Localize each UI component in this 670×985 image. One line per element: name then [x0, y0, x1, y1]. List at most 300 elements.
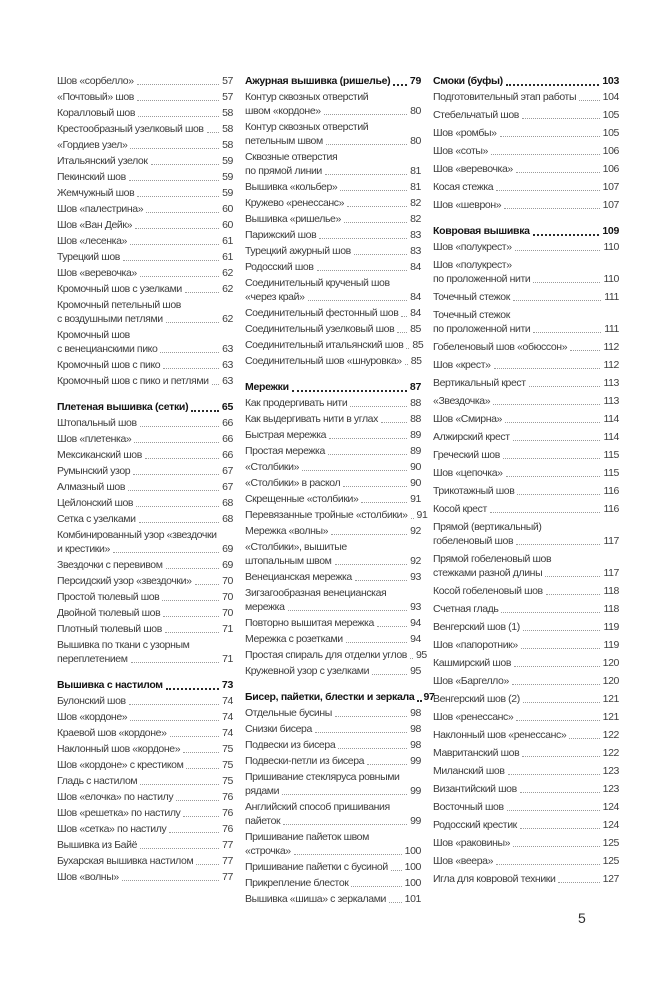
- entry-text: по проложенной нити: [433, 273, 531, 285]
- entry-text: Цейлонский шов: [57, 497, 134, 509]
- toc-entry: [245, 586, 421, 614]
- entry-text: переплетением: [57, 653, 128, 665]
- leader-row: [433, 674, 619, 688]
- leader-dots: [504, 208, 600, 209]
- entry-page-number: 119: [603, 621, 619, 633]
- leader-row: [245, 570, 421, 584]
- leader-row: [57, 138, 233, 152]
- entry-page-number: 81: [410, 165, 421, 177]
- entry-page-number: 71: [222, 623, 233, 635]
- leader-dots: [523, 702, 600, 703]
- entry-page-number: 74: [222, 711, 233, 723]
- entry-text: Шов «шеврон»: [433, 199, 502, 211]
- entry-text: Наклонный шов «ренессанс»: [433, 729, 567, 741]
- toc-entry: [57, 122, 233, 136]
- leader-row: [57, 758, 233, 772]
- toc-entry: [57, 854, 233, 868]
- leader-row: [245, 74, 421, 88]
- leader-row: [433, 198, 619, 212]
- leader-dots: [503, 458, 601, 459]
- leader-dots: [529, 386, 601, 387]
- entry-text: Шов «раковины»: [433, 837, 511, 849]
- entry-text: Точечный стежок: [433, 291, 510, 303]
- entry-page-number: 84: [410, 261, 421, 273]
- leader-dots: [166, 322, 219, 323]
- entry-text: Шов «елочка» по настилу: [57, 791, 174, 803]
- section-header: [245, 690, 435, 704]
- toc-entry: [245, 722, 421, 736]
- leader-row: [245, 860, 421, 874]
- leader-row: [245, 492, 421, 506]
- toc-entry: [57, 558, 233, 572]
- entry-text: Шов «веера»: [433, 855, 494, 867]
- entry-text: Греческий шов: [433, 449, 500, 461]
- leader-dots: [361, 502, 407, 503]
- entry-page-number: 94: [410, 633, 421, 645]
- entry-text: Шов «Ван Дейк»: [57, 219, 133, 231]
- leader-dots: [347, 206, 407, 207]
- toc-entry: [433, 484, 619, 498]
- leader-dots: [166, 568, 220, 569]
- leader-dots: [130, 148, 219, 149]
- entry-text: Краевой шов «кордоне»: [57, 727, 167, 739]
- entry-text: Кружевной узор с узелками: [245, 665, 370, 677]
- entry-text: «Звездочка»: [433, 395, 491, 407]
- toc-entry: [245, 570, 421, 584]
- leader-row: [433, 74, 619, 88]
- toc-entry: [433, 584, 619, 598]
- entry-page-number: 113: [603, 395, 619, 407]
- entry-text: Вышивка «ришелье»: [245, 213, 341, 225]
- entry-text: штопальным швом: [245, 555, 332, 567]
- entry-page-number: 67: [222, 465, 233, 477]
- leader-row: [433, 782, 619, 796]
- toc-entry: [433, 782, 619, 796]
- entry-text: Венгерский шов (1): [433, 621, 520, 633]
- leader-dots: [354, 254, 407, 255]
- entry-text: Мережка с розетками: [245, 633, 343, 645]
- leader-row: [245, 892, 421, 906]
- leader-dots: [335, 564, 408, 565]
- entry-page-number: 89: [410, 445, 421, 457]
- leader-row: [433, 290, 619, 304]
- leader-dots: [533, 234, 600, 236]
- leader-dots: [186, 768, 219, 769]
- entry-text: Бухарская вышивка настилом: [57, 855, 194, 867]
- entry-page-number: 57: [222, 75, 233, 87]
- leader-row: [245, 664, 421, 678]
- leader-row: [57, 448, 233, 462]
- leader-dots: [331, 534, 407, 535]
- entry-text: Шов «кордоне»: [57, 711, 128, 723]
- toc-entry: [245, 322, 421, 336]
- leader-dots: [367, 764, 407, 765]
- leader-dots: [160, 352, 219, 353]
- leader-row: [433, 358, 619, 372]
- toc-entry: [57, 496, 233, 510]
- leader-dots: [507, 810, 600, 811]
- entry-page-number: 113: [603, 377, 619, 389]
- entry-page-number: 69: [222, 559, 233, 571]
- entry-text: Алмазный шов: [57, 481, 126, 493]
- leader-dots: [397, 332, 407, 333]
- entry-text: Персидский узор «звездочки»: [57, 575, 192, 587]
- toc-entry: [57, 774, 233, 788]
- toc-entry: [57, 512, 233, 526]
- entry-text: Шов «веревочка»: [433, 163, 513, 175]
- leader-dots: [523, 630, 601, 631]
- entry-page-number: 63: [222, 359, 233, 371]
- leader-dots: [391, 870, 402, 871]
- entry-text: Соединительный фестонный шов: [245, 307, 399, 319]
- entry-page-number: 90: [410, 477, 421, 489]
- toc-entry: [57, 822, 233, 836]
- leader-row: [245, 616, 421, 630]
- toc-entry: [245, 338, 424, 352]
- entry-text: Вышивка «шиша» с зеркалами: [245, 893, 387, 905]
- entry-page-number: 93: [410, 601, 421, 613]
- entry-text: Мексиканский шов: [57, 449, 142, 461]
- leader-row: [245, 444, 421, 458]
- toc-entry: [245, 228, 421, 242]
- entry-page-number: 120: [602, 657, 619, 669]
- entry-text: Звездочки с перевивом: [57, 559, 163, 571]
- toc-section: [57, 678, 233, 884]
- leader-row: [57, 512, 233, 526]
- entry-text: Шов «ренессанс»: [433, 711, 514, 723]
- leader-dots: [579, 100, 600, 101]
- leader-dots: [212, 384, 220, 385]
- leader-dots: [129, 704, 219, 705]
- leader-row: [245, 648, 427, 662]
- leader-row: [57, 790, 233, 804]
- entry-page-number: 62: [222, 313, 233, 325]
- entry-text: Соединительный узелковый шов: [245, 323, 395, 335]
- entry-text-line: Английский способ пришивания: [245, 801, 390, 813]
- leader-row: [245, 212, 421, 226]
- entry-page-number: 98: [410, 723, 421, 735]
- entry-text: Кружево «ренессанс»: [245, 197, 345, 209]
- entry-text: гобеленовый шов: [433, 535, 514, 547]
- entry-page-number: 59: [222, 155, 233, 167]
- entry-text: Восточный шов: [433, 801, 504, 813]
- leader-row: [57, 558, 233, 572]
- leader-dots: [325, 174, 407, 175]
- entry-page-number: 85: [412, 339, 424, 351]
- leader-dots: [516, 172, 600, 173]
- toc-entry: [433, 746, 619, 760]
- leader-dots: [516, 720, 599, 721]
- toc-entry: [57, 170, 233, 184]
- leader-dots: [140, 276, 219, 277]
- toc-section: [245, 74, 424, 368]
- leader-dots: [406, 348, 409, 349]
- toc-entry: [433, 180, 619, 194]
- entry-text-line: Кромочный петельный шов: [57, 299, 181, 311]
- entry-text-line: Зигзагообразная венецианская: [245, 587, 387, 599]
- entry-text-line: Контур сквозных отверстий: [245, 121, 369, 133]
- section-title: Ажурная вышивка (ришелье): [245, 75, 391, 87]
- entry-page-number: 111: [604, 291, 619, 303]
- toc-entry: [433, 240, 619, 254]
- toc-entry: [433, 412, 619, 426]
- leader-row: [57, 122, 233, 136]
- entry-page-number: 71: [222, 653, 233, 665]
- leader-dots: [324, 114, 407, 115]
- section-header: [57, 400, 233, 414]
- entry-page-number: 116: [603, 485, 619, 497]
- entry-page-number: 63: [222, 343, 233, 355]
- entry-text: Шов «палестрина»: [57, 203, 144, 215]
- entry-text: Скрещенные «столбики»: [245, 493, 359, 505]
- leader-row: [433, 430, 619, 444]
- entry-page-number: 116: [603, 503, 619, 515]
- leader-row: [57, 590, 233, 604]
- leader-row: [57, 574, 233, 588]
- entry-text: Игла для ковровой техники: [433, 873, 556, 885]
- leader-row: [57, 742, 233, 756]
- leader-dots: [513, 300, 601, 301]
- toc-entry: [245, 706, 421, 720]
- toc-entry: [433, 340, 619, 354]
- toc-entry: [245, 412, 421, 426]
- toc-entry: [245, 524, 421, 538]
- leader-dots: [522, 118, 600, 119]
- entry-page-number: 84: [410, 291, 421, 303]
- leader-row: [245, 814, 421, 828]
- entry-page-number: 94: [410, 617, 421, 629]
- toc-entry: [57, 590, 233, 604]
- entry-page-number: 100: [404, 861, 421, 873]
- entry-text: Шов «Смирна»: [433, 413, 502, 425]
- entry-text: Кромочный шов с пико: [57, 359, 161, 371]
- leader-row: [433, 162, 619, 176]
- entry-text: «Столбики»: [245, 461, 300, 473]
- leader-dots: [417, 700, 420, 702]
- leader-dots: [350, 406, 407, 407]
- leader-dots: [170, 736, 220, 737]
- toc-entry: [245, 244, 421, 258]
- leader-row: [433, 180, 619, 194]
- entry-text-line: Кромочный шов: [57, 329, 130, 341]
- entry-page-number: 99: [410, 815, 421, 827]
- leader-row: [433, 340, 619, 354]
- entry-page-number: 121: [602, 711, 619, 723]
- toc-entry: [57, 432, 233, 446]
- entry-page-number: 66: [222, 417, 233, 429]
- section-page-number: 109: [602, 225, 619, 237]
- entry-page-number: 98: [410, 707, 421, 719]
- toc-entry: [245, 648, 427, 662]
- leader-dots: [163, 368, 219, 369]
- entry-text-line: Контур сквозных отверстий: [245, 91, 369, 103]
- leader-dots: [343, 486, 407, 487]
- leader-dots: [283, 824, 407, 825]
- leader-row: [57, 822, 233, 836]
- leader-dots: [512, 684, 600, 685]
- entry-text: Шов «веревочка»: [57, 267, 137, 279]
- entry-page-number: 61: [222, 251, 233, 263]
- toc-section: [245, 380, 428, 678]
- toc-entry: [433, 430, 619, 444]
- toc-entry: [245, 196, 421, 210]
- leader-dots: [137, 100, 219, 101]
- leader-dots: [520, 792, 600, 793]
- leader-row: [57, 496, 233, 510]
- entry-text: стежками разной длины: [433, 567, 543, 579]
- section-title: Бисер, пайетки, блестки и зеркала: [245, 691, 415, 703]
- toc-entry: [57, 448, 233, 462]
- entry-text: Шов «сетка» по настилу: [57, 823, 167, 835]
- toc-entry: [57, 416, 233, 430]
- leader-row: [57, 282, 233, 296]
- leader-dots: [315, 732, 407, 733]
- toc-entry: [433, 258, 619, 286]
- entry-page-number: 89: [410, 429, 421, 441]
- leader-row: [433, 394, 619, 408]
- leader-dots: [411, 518, 414, 519]
- toc-entry: [245, 212, 421, 226]
- leader-row: [433, 710, 619, 724]
- toc-entry: [433, 198, 619, 212]
- leader-dots: [490, 512, 601, 513]
- leader-row: [57, 266, 233, 280]
- toc-section: [433, 74, 619, 212]
- leader-row: [57, 678, 233, 692]
- toc-entry: [245, 180, 421, 194]
- leader-dots: [288, 610, 408, 611]
- leader-row: [433, 746, 619, 760]
- leader-dots: [570, 350, 600, 351]
- leader-row: [245, 104, 421, 118]
- leader-dots: [405, 364, 408, 365]
- toc-entry: [433, 448, 619, 462]
- leader-row: [433, 90, 619, 104]
- toc-entry: [245, 770, 421, 798]
- entry-page-number: 105: [602, 109, 619, 121]
- toc-entry: [245, 540, 421, 568]
- entry-text: Трикотажный шов: [433, 485, 515, 497]
- toc-entry: [245, 354, 421, 368]
- entry-text: Кромочный шов с пико и петлями: [57, 375, 209, 387]
- entry-text: Родосский крестик: [433, 819, 517, 831]
- entry-page-number: 77: [222, 871, 233, 883]
- leader-dots: [134, 442, 219, 443]
- leader-row: [433, 466, 619, 480]
- entry-page-number: 83: [410, 229, 421, 241]
- entry-text: Булонский шов: [57, 695, 126, 707]
- entry-page-number: 106: [602, 145, 619, 157]
- toc-entry: [245, 276, 421, 304]
- leader-dots: [122, 880, 219, 881]
- leader-dots: [389, 902, 402, 903]
- leader-row: [433, 800, 619, 814]
- leader-row: [57, 374, 233, 388]
- page-number-footer: 5: [578, 910, 586, 926]
- toc-entry: [57, 186, 233, 200]
- leader-row: [57, 358, 233, 372]
- leader-row: [57, 432, 233, 446]
- entry-page-number: 120: [602, 675, 619, 687]
- entry-page-number: 101: [404, 893, 421, 905]
- leader-dots: [355, 580, 407, 581]
- leader-dots: [513, 846, 600, 847]
- toc-column-3: [433, 74, 619, 908]
- toc-entry: [245, 460, 421, 474]
- entry-page-number: 123: [602, 765, 619, 777]
- entry-page-number: 117: [603, 535, 619, 547]
- toc-entry: [433, 144, 619, 158]
- toc-entry: [433, 602, 619, 616]
- entry-page-number: 98: [410, 739, 421, 751]
- leader-dots: [207, 132, 220, 133]
- leader-row: [433, 638, 619, 652]
- entry-text: мережка: [245, 601, 285, 613]
- entry-page-number: 60: [222, 219, 233, 231]
- entry-page-number: 90: [410, 461, 421, 473]
- entry-text: «строчка»: [245, 845, 291, 857]
- leader-dots: [505, 422, 600, 423]
- leader-row: [245, 260, 421, 274]
- entry-page-number: 68: [222, 513, 233, 525]
- leader-dots: [137, 196, 219, 197]
- leader-dots: [520, 828, 600, 829]
- entry-text: Гобеленовый шов «обюссон»: [433, 341, 568, 353]
- leader-dots: [165, 632, 219, 633]
- section-page-number: 87: [409, 381, 421, 393]
- section-title: Вышивка с настилом: [57, 679, 163, 691]
- leader-dots: [346, 642, 407, 643]
- leader-dots: [546, 594, 601, 595]
- toc-entry: [57, 806, 233, 820]
- leader-dots: [522, 756, 599, 757]
- entry-page-number: 104: [602, 91, 619, 103]
- toc-entry: [433, 552, 619, 580]
- toc-entry: [57, 710, 233, 724]
- entry-text: Штопальный шов: [57, 417, 137, 429]
- entry-page-number: 76: [222, 807, 233, 819]
- toc-entry: [433, 290, 619, 304]
- toc-entry: [57, 480, 233, 494]
- toc-entry: [433, 836, 619, 850]
- leader-dots: [381, 422, 407, 423]
- entry-page-number: 62: [222, 283, 233, 295]
- entry-page-number: 77: [222, 855, 233, 867]
- entry-text: Простая мережка: [245, 445, 325, 457]
- leader-dots: [123, 260, 219, 261]
- leader-row: [433, 108, 619, 122]
- leader-row: [433, 872, 619, 886]
- entry-text: Прикрепление блесток: [245, 877, 349, 889]
- toc-entry: [433, 162, 619, 176]
- toc-entry: [245, 508, 428, 522]
- entry-text: Шов «волны»: [57, 871, 119, 883]
- leader-dots: [151, 164, 220, 165]
- toc-entry: [245, 876, 421, 890]
- leader-row: [245, 306, 421, 320]
- entry-text: Повторно вышитая мережка: [245, 617, 374, 629]
- entry-page-number: 74: [222, 727, 233, 739]
- entry-page-number: 62: [222, 267, 233, 279]
- leader-dots: [131, 662, 220, 663]
- toc-entry: [433, 90, 619, 104]
- leader-row: [245, 412, 421, 426]
- toc-entry: [57, 694, 233, 708]
- leader-dots: [506, 476, 601, 477]
- leader-row: [57, 726, 233, 740]
- leader-row: [57, 218, 233, 232]
- leader-row: [433, 376, 619, 390]
